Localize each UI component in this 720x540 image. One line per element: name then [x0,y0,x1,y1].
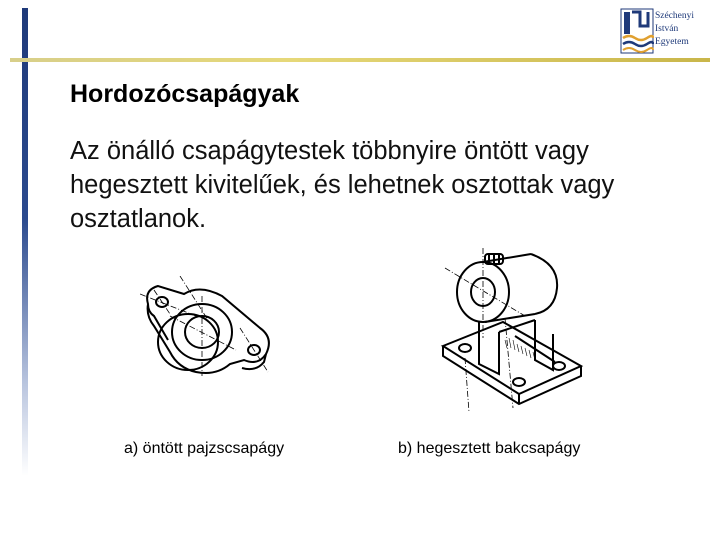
university-logo [620,8,714,56]
left-accent-bar [22,8,28,476]
logo-mark-icon [620,8,654,54]
header-divider [10,58,710,62]
slide-body-text: Az önálló csapágytestek többnyire öntött vagy hegesztett kivitelűek, és lehetnek osztottak vagy osztatlanok. [70,137,615,233]
caption-cast-flange-bearing: a) öntött pajzscsapágy [124,440,285,457]
logo-text [655,10,694,49]
slide-title: Hordozócsapágyak [70,80,300,108]
caption-welded-pedestal-bearing: b) hegesztett bakcsapágy [398,440,581,457]
logo-line-1: Széchenyi [655,11,695,21]
welded-pedestal-bearing-drawing [435,248,585,414]
logo-line-3: Egyetem [655,37,689,47]
logo-line-2: István [655,24,679,34]
cast-flange-bearing-drawing [140,276,280,394]
